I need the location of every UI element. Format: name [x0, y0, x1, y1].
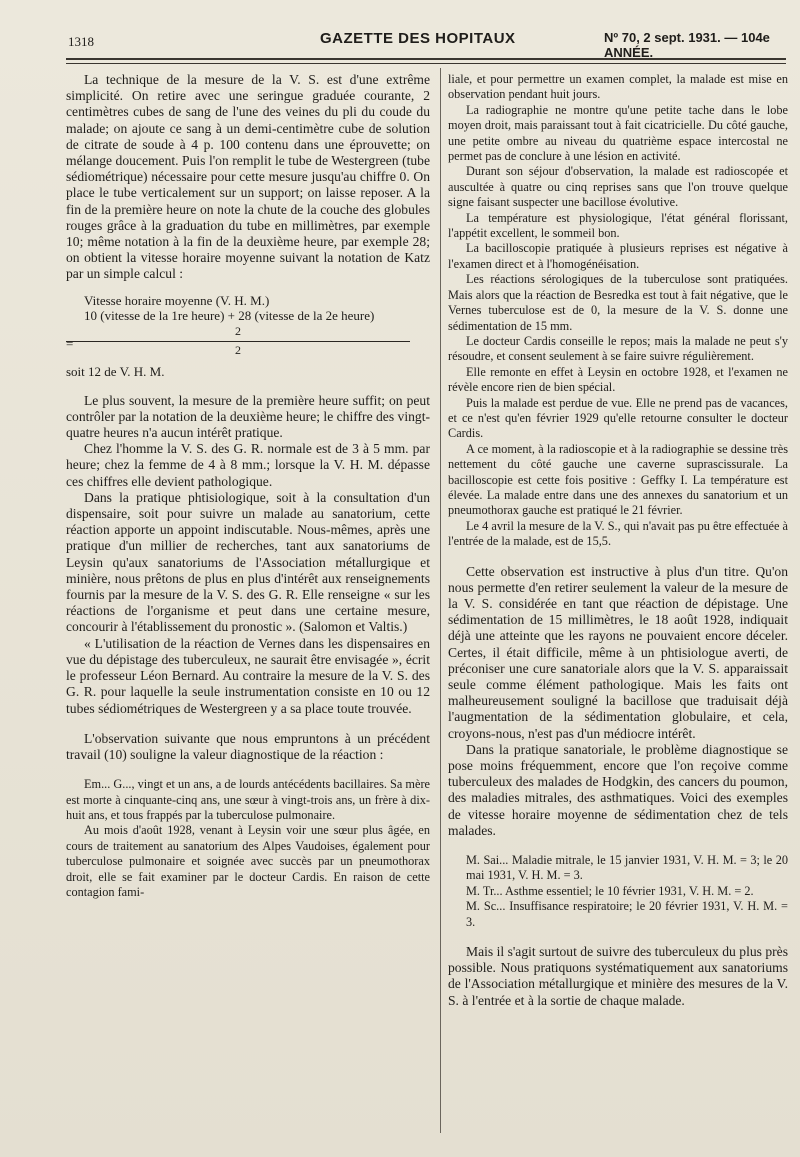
paragraph: Dans la pratique phtisiologique, soit à la consultation d'un dispensaire, soit pour suivre un malade au sanatorium, cette réaction apporte un appoint indiscutable. Nous-mêmes, après une pratique d'un millier de recherches, tant aux sanatoriums de Leysin qu'aux sanatoriums de l'Association métallurgique et minière, nous prêtons de plus en plus d'intérêt aux renseignements fournis par la mesure de la V. S. des G. R. Elle renseigne « sur les réactions de l'organisme et peut dans une certaine mesure, concourir à l'établissement du pronostic ». (Salomon et Valtis.): [66, 489, 430, 635]
case-paragraph: Le docteur Cardis conseille le repos; mais la malade ne peut s'y résoudre, et consent seulement à se faire suivre régulièrement.: [448, 333, 788, 364]
case-paragraph: La bacilloscopie pratiquée à plusieurs reprises est négative à l'examen direct et à l'homogénéisation.: [448, 241, 788, 271]
case-entry: M. Sai... Maladie mitrale, le 15 janvier 1931, V. H. M. = 3; le 20 mai 1931, V. H. M. = 3.: [466, 853, 788, 883]
paragraph: Mais il s'agit surtout de suivre des tuberculeux du plus près possible. Nous pratiquons systématiquement aux sanatoriums de l'Association métallurgique et minière des mesures de la V. S. à l'entrée et à la sortie de chaque malade.: [448, 944, 788, 1008]
formula-fraction-bar: [66, 335, 410, 351]
case-list: [448, 853, 788, 930]
column-divider: [440, 68, 441, 1133]
formula-equals: =: [66, 335, 74, 351]
case-entry: M. Tr... Asthme essentiel; le 10 février 1931, V. H. M. = 2.: [466, 883, 754, 898]
case-paragraph: La température est physiologique, l'état général florissant, l'appétit excellent, le sommeil bon.: [448, 210, 788, 241]
case-paragraph: A ce moment, à la radioscopie et à la radiographie se dessine très nettement du côté gauche une caverne suprascissurale. La bacilloscopie est cette fois positive : Geffky I. La température est élevée. La malade entre dans une des annexes du sanatorium et un pneumothorax gauche est pratiqué le 21 février.: [448, 441, 788, 518]
paragraph: La technique de la mesure de la V. S. est d'une extrême simplicité. On retire avec une seringue graduée courante, 2 centimètres cubes de sang de l'une des veines du pli du coude du malade; on ajoute ce sang à un demi-centimètre cube de solution de citrate de soude à 4 p. 100 contenu dans une éprouvette; on mélange doucement. Puis l'on remplit le tube de Westergreen (tube sédiométrique) nécessaire pour cette mesure jusqu'au chiffre 0. On place le tube verticalement sur un support; on laisse reposer. A la fin de la première heure on note la chute de la couche des globules rouges grâce à la graduation du tube en millimètres, par exemple 10; même notation à la fin de la deuxième heure, par exemple 28; on obtient la vitesse horaire moyenne suivant la notation de Katz par un simple calcul :: [66, 72, 430, 282]
formula-numerator-divisor: 2: [235, 323, 241, 338]
paragraph: « L'utilisation de la réaction de Vernes dans les dispensaires en vue du dépistage des tuberculeux, ne saurait être envisagée », écrit le professeur Léon Bernard. Au contraire la mesure de la V. S. des G. R. pour laquelle la seule instrumentation consiste en 10 ou 12 tubes sédiométriques de Westergreen y a sa place toute trouvée.: [66, 635, 430, 716]
journal-title: GAZETTE DES HOPITAUX: [320, 30, 516, 47]
header-rule-thick: [66, 58, 786, 60]
case-paragraph: Elle remonte en effet à Leysin en octobre 1928, et l'examen ne révèle encore rien de bien spécial.: [448, 364, 788, 395]
paragraph: Cette observation est instructive à plus d'un titre. Qu'on nous permette d'en retirer seulement la valeur de la mesure de la V. S. considérée en tant que réaction de dépistage. Une sédimentation de 15 millimètres, le 18 août 1928, indiquait déjà une atteinte que les rayons ne pouvaient encore déceler. Certes, il était difficile, même à un phtisiologue averti, de préconiser une cure sanatoriale alors que la V. S. apparaissait seule comme élément pathologique. Mais les faits ont malheureusement souligné la bacillose que traduisait déjà l'augmentation de la sédimentation globulaire, et cela, croyons-nous, n'est pas d'un médiocre intérêt.: [448, 563, 788, 741]
issue-info: Nº 70, 2 sept. 1931. — 104e ANNÉE.: [604, 30, 770, 60]
case-paragraph: Em... G..., vingt et un ans, a de lourds antécédents bacillaires. Sa mère est morte à cinquante-cinq ans, une sœur à vingt-trois ans, un frère à dix-huit ans, et tous frappés par la tuberculose pulmonaire.: [66, 777, 430, 822]
paragraph: Le plus souvent, la mesure de la première heure suffit; on peut contrôler par la notation de la deuxième heure; le chiffre des vingt-quatre heures n'a aucun intérêt pratique.: [66, 392, 430, 441]
formula-result: soit 12 de V. H. M.: [66, 363, 165, 379]
case-paragraph: Puis la malade est perdue de vue. Elle ne prend pas de vacances, et ce n'est qu'en février 1929 qu'elle retourne consulter le docteur Cardis.: [448, 395, 788, 441]
case-paragraph: Durant son séjour d'observation, la malade est radioscopée et auscultée à quatre ou cinq reprises sans que l'on trouve quelque signe faisant suspecter une bacillose évolutive.: [448, 164, 788, 210]
header-rule-thin: [66, 63, 786, 64]
case-paragraph: Les réactions sérologiques de la tuberculose sont pratiquées. Mais alors que la réaction de Besredka est tout à fait négative, que le Vernes tuberculose est de 0, la mesure de la V. S. donne une sédimentation de 15 mm.: [448, 272, 788, 333]
formula-denominator: 2: [235, 342, 241, 357]
formula-label: Vitesse horaire moyenne (V. H. M.): [84, 292, 270, 308]
page-number: 1318: [68, 34, 94, 49]
case-paragraph: Le 4 avril la mesure de la V. S., qui n'avait pas pu être effectuée à l'entrée de la malade, est de 15,5.: [448, 518, 788, 549]
case-paragraph: Au mois d'août 1928, venant à Leysin voir une sœur plus âgée, en cours de traitement au sanatorium des Alpes Vaudoises, également pour tuberculose pulmonaire et soignée avec succès par un pneumothorax droit, elle se fait examiner par le docteur Cardis. En raison de cette contagion fami-: [66, 823, 430, 899]
formula-numerator: 10 (vitesse de la 1re heure) + 28 (vitesse de la 2e heure): [84, 307, 375, 323]
page-header: [0, 28, 800, 60]
vhm-formula: [66, 293, 430, 379]
right-column: [448, 72, 788, 1009]
left-column: [66, 72, 430, 900]
paragraph: L'observation suivante que nous empruntons à un précédent travail (10) souligne la valeur diagnostique de la réaction :: [66, 730, 430, 762]
case-entry: M. Sc... Insuffisance respiratoire; le 20 février 1931, V. H. M. = 3.: [466, 899, 788, 929]
case-paragraph: La radiographie ne montre qu'une petite tache dans le lobe moyen droit, mais paraissant tout à fait cicatricielle. Du côté gauche, une petite ombre au niveau du quatrième espace intercostal ne permet pas de conclure à une lésion en activité.: [448, 102, 788, 164]
paragraph: Chez l'homme la V. S. des G. R. normale est de 3 à 5 mm. par heure; chez la femme de 4 à 8 mm.; lorsque la V. H. M. dépasse ces chiffres elle devient pathologique.: [66, 441, 430, 489]
paragraph: Dans la pratique sanatoriale, le problème diagnostique se pose moins fréquemment, encore que l'on reçoive comme tuberculeux des malades de Hodgkin, des cancers du poumon, des maladies mitrales, des asthmatiques. Voici des exemples de vitesse horaire moyenne de sédimentation chez de tels malades.: [448, 741, 788, 838]
case-paragraph: liale, et pour permettre un examen complet, la malade est mise en observation pendant huit jours.: [448, 72, 788, 102]
